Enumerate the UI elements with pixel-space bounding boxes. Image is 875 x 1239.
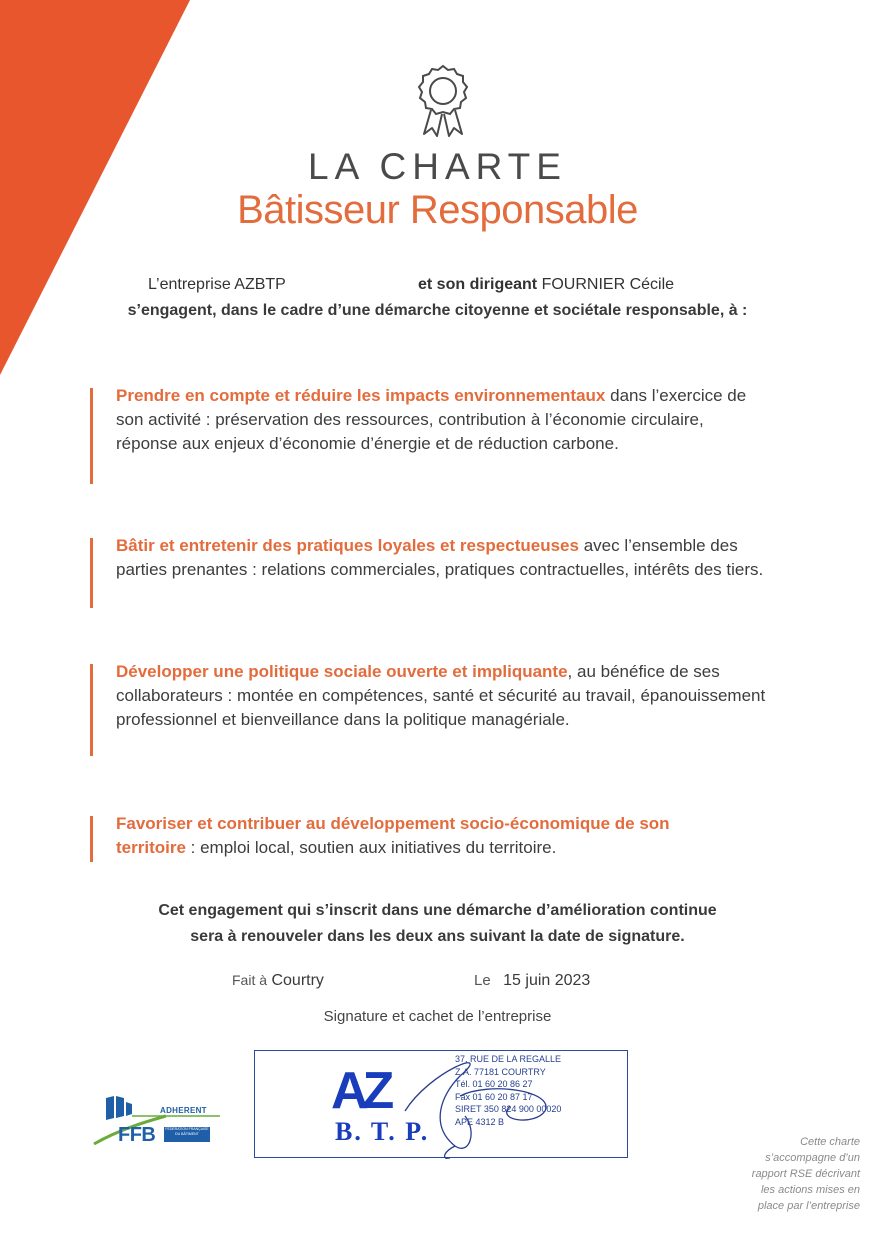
- intro-line-2: s’engagent, dans le cadre d’une démarche citoyenne et sociétale responsable, à :: [127, 302, 748, 319]
- stamp-line: 37, RUE DE LA REGALLE: [455, 1054, 562, 1064]
- side-note-line: Cette charte: [800, 1136, 860, 1148]
- date-field: [474, 972, 590, 990]
- commitment-accent-bar: [90, 538, 93, 608]
- commitment-highlight: Développer une politique sociale ouverte et impliquante: [116, 662, 568, 681]
- commitment-text: [116, 384, 766, 456]
- stamp-line: Tél. 01 60 20 86 27: [455, 1079, 533, 1089]
- commitment-body: dans l’exercice de son activité : préservation des ressources, contribution à l’économie circulaire, réponse aux enjeux d’économie d’énergie et de réduction carbone.: [116, 386, 747, 453]
- side-note-line: les actions mises en: [760, 1184, 860, 1196]
- stamp-line: Z.A. 77181 COURTRY: [455, 1066, 546, 1077]
- date-label: Le: [474, 972, 491, 989]
- place-field: [232, 972, 324, 990]
- commitment-highlight: Prendre en compte et réduire les impacts environnementaux: [116, 386, 606, 405]
- commitment-accent-bar: [90, 664, 93, 756]
- side-note: [705, 1134, 860, 1214]
- stamp-logo-btp: B. T. P.: [335, 1117, 430, 1146]
- closing-line-1: Cet engagement qui s’inscrit dans une démarche d’amélioration continue: [158, 902, 717, 919]
- commitment-body: : emploi local, soutien aux initiatives du territoire.: [185, 838, 557, 857]
- ffb-name: FFB: [118, 1124, 156, 1146]
- medal-icon: [412, 62, 474, 140]
- commitment-body: avec l’ensemble des parties prenantes : relations commerciales, pratiques contractuelles, intérêts des tiers.: [116, 536, 764, 579]
- commitment-accent-bar: [90, 816, 93, 862]
- commitment-accent-bar: [90, 388, 93, 484]
- commitment-highlight: Favoriser et contribuer au développement socio-économique de son territoire: [116, 814, 670, 857]
- leader-value: FOURNIER Cécile: [541, 276, 675, 293]
- commitment-body: , au bénéfice de ses collaborateurs : montée en compétences, santé et sécurité au travail, épanouissement professionnel et bienveillance dans la politique managériale.: [116, 662, 766, 729]
- company-label: L’entreprise: [148, 276, 231, 293]
- side-note-line: s’accompagne d’un: [765, 1152, 860, 1164]
- date-value: 15 juin 2023: [503, 972, 591, 989]
- leader-label: et son dirigeant: [418, 276, 538, 293]
- ffb-subtitle: FÉDÉRATION FRANÇAISE DU BÂTIMENT: [164, 1127, 210, 1142]
- closing-line-2: sera à renouveler dans les deux ans suivant la date de signature.: [190, 928, 685, 945]
- company-value: AZBTP: [234, 276, 286, 293]
- signature-caption: Signature et cachet de l’entreprise: [323, 1008, 552, 1025]
- side-note-line: rapport RSE décrivant: [751, 1168, 860, 1180]
- side-note-line: place par l’entreprise: [757, 1200, 860, 1212]
- commitment-text: [116, 534, 766, 582]
- company-stamp: [254, 1050, 628, 1158]
- title-line-1: LA CHARTE: [308, 146, 567, 187]
- leader-field: [418, 276, 674, 294]
- commitment-text: [116, 660, 766, 732]
- title-line-2: Bâtisseur Responsable: [237, 188, 638, 232]
- place-label: Fait à: [232, 972, 268, 988]
- stamp-line: APE 4312 B: [455, 1116, 505, 1127]
- handwritten-signature: [255, 1051, 629, 1159]
- place-value: Courtry: [271, 972, 324, 989]
- company-field: [148, 276, 286, 294]
- stamp-logo-az: AZ: [331, 1062, 389, 1120]
- ffb-tag: ADHERENT: [160, 1106, 207, 1115]
- commitment-highlight: Bâtir et entretenir des pratiques loyales et respectueuses: [116, 536, 579, 555]
- commitment-text: [116, 812, 726, 860]
- stamp-line: SIRET 350 824 900 00020: [455, 1104, 562, 1114]
- stamp-line: Fax 01 60 20 87 17: [455, 1091, 533, 1102]
